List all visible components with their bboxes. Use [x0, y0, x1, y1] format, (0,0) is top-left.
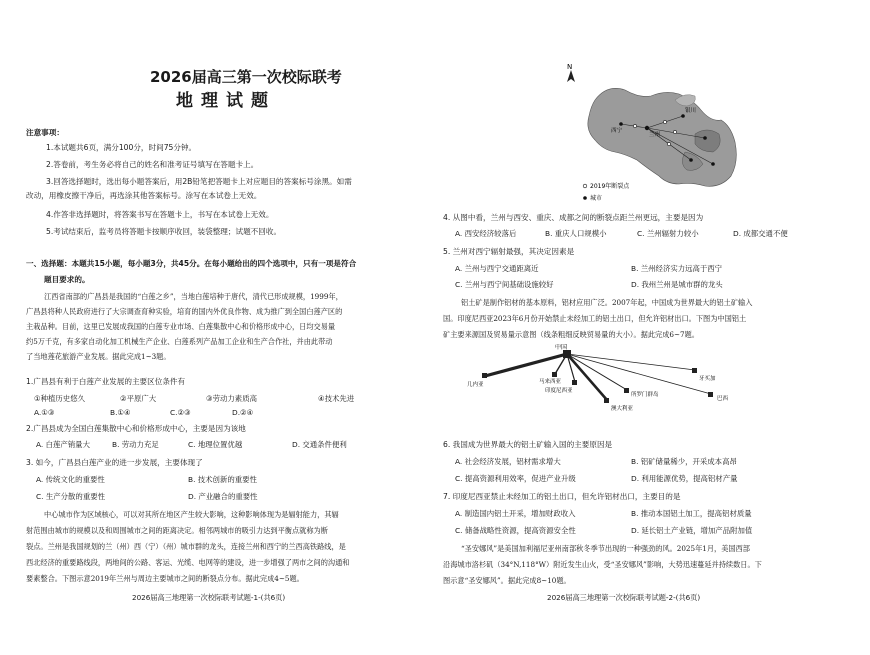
map2-label-china: 中国: [555, 344, 568, 351]
q5-option-c[interactable]: C. 兰州与西宁间基础设施较好: [455, 280, 554, 289]
legend-city: 城市: [590, 195, 603, 202]
passage4-line3: 图示意“圣安娜风”。据此完成8~10题。: [443, 576, 571, 585]
q6-option-a[interactable]: A. 社会经济发展，铝材需求增大: [455, 457, 561, 466]
passage2-line3: 裂点。兰州是我国规划的兰（州）西（宁）（州）城市群的龙头，连接兰州和西宁的兰西高铁路线，是: [26, 542, 346, 551]
passage3-line3: 矿主要来源国及贸易量示意图（线条粗细反映贸易量的大小）。据此完成6~7题。: [443, 330, 699, 339]
q7-option-b[interactable]: B. 推动本国铝土加工，提高铝材质量: [631, 509, 752, 518]
bauxite-trade-map: [455, 344, 755, 420]
q6-option-b[interactable]: B. 铝矿储量稀少，开采成本高昂: [631, 457, 737, 466]
map2-label-indonesia: 印度尼西亚: [545, 388, 573, 394]
notice-heading: 注意事项：: [26, 128, 64, 137]
q7-option-a[interactable]: A. 制造国内铝土开采，增加财政收入: [455, 509, 576, 518]
q2-stem: 2.广昌县成为全国白莲集散中心和价格形成中心，主要是因为该地: [26, 424, 246, 433]
q6-stem: 6. 我国成为世界最大的铝土矿输入国的主要原因是: [443, 440, 613, 449]
map2-label-malaysia: 马来西亚: [539, 379, 562, 385]
map2-label-solomon: 所罗门群岛: [631, 392, 659, 398]
map1-legend: [583, 182, 630, 202]
passage3-line1: 铝土矿是制作铝材的基本原料，铝材应用广泛。2007年起，中国成为世界最大的铝土矿输入: [461, 298, 753, 307]
q4-stem: 4. 从图中看，兰州与西安、重庆、成都之间的断裂点距兰州更远，主要是因为: [443, 213, 704, 222]
q1-item-2: ②平原广大: [120, 394, 157, 403]
left-footer: 2026届高三地理第一次校际联考试题-1-(共6页): [132, 593, 286, 602]
passage4-line1: “圣安娜风”是美国加利福尼亚州南部秋冬季节出现的一种强劲的风。2025年1月，美国西部: [461, 544, 750, 553]
breakpoint-map: [555, 60, 765, 210]
map1-label-xining: 西宁: [611, 128, 623, 134]
q2-option-d[interactable]: D. 交通条件便利: [292, 440, 347, 449]
q4-option-a[interactable]: A. 西安经济较落后: [455, 229, 517, 238]
right-footer: 2026届高三地理第一次校际联考试题-2-(共6页): [547, 593, 701, 602]
passage3-line2: 国。印度尼西亚2023年6月份开始禁止未经加工的铝土出口，但允许铝材出口。下图为中国铝土: [443, 314, 747, 323]
q4-option-d[interactable]: D. 成都交通不便: [733, 229, 788, 238]
q5-option-d[interactable]: D. 我州兰州是城市群的龙头: [631, 280, 723, 289]
north-arrow-icon: [567, 63, 575, 82]
q4-option-c[interactable]: C. 兰州辐射力较小: [637, 229, 699, 238]
notice-2: 2.答卷前，考生务必将自己的姓名和准考证号填写在答题卡上。: [46, 160, 259, 169]
notice-3b: 改动，用橡皮擦干净后，再选涂其他答案标号。涂写在本试卷上无效。: [26, 191, 262, 200]
q2-option-b[interactable]: B. 劳动力充足: [112, 440, 159, 449]
q1-option-d[interactable]: D.②④: [232, 408, 254, 417]
passage2-line4: 西北经济的重要路线段，两地间的公路、客运、光缆、电网等的建设，进一步增强了两市之间的沟通和: [26, 558, 350, 567]
q7-option-c[interactable]: C. 储备战略性资源，提高资源安全性: [455, 526, 576, 535]
q5-option-b[interactable]: B. 兰州经济实力远高于西宁: [631, 264, 723, 273]
map1-label-yinchuan: 银川: [685, 108, 697, 114]
q4-option-b[interactable]: B. 重庆人口规模小: [545, 229, 607, 238]
passage1-line2: 广昌县将种人民政府进行了大宗调查育种实验，培育的国内外优良作物、成为推广到全国白莲产区的: [26, 307, 343, 316]
trade-line-jamaica: [567, 354, 695, 370]
q1-option-b[interactable]: B.①④: [110, 408, 131, 417]
q1-option-c[interactable]: C.②③: [170, 408, 191, 417]
q3-option-c[interactable]: C. 生产分散的重要性: [36, 492, 105, 501]
q6-option-c[interactable]: C. 提高资源利用效率，促进产业升级: [455, 474, 576, 483]
q3-stem: 3. 如今，广昌县白莲产业的进一步发展，主要体现了: [26, 458, 203, 467]
passage2-line5: 要素整合。下图示意2019年兰州与周边主要城市之间的断裂点分布。据此完成4~5题。: [26, 574, 304, 583]
notice-5: 5.考试结束后，监考员将答题卡按顺序收回，装袋整理；试题不回收。: [46, 227, 282, 236]
map2-label-guinea: 几内亚: [467, 382, 484, 388]
section-heading-cont: 题目要求的。: [44, 275, 90, 284]
north-label: N: [567, 63, 573, 71]
q3-option-b[interactable]: B. 技术创新的重要性: [188, 475, 257, 484]
map2-label-jamaica: 牙买加: [699, 376, 716, 382]
legend-breakpoint: 2019年断裂点: [590, 183, 630, 190]
passage1-line5: 了当地莲花旅游产业发展。据此完成1~3题。: [26, 352, 171, 361]
section-heading: 一、选择题：本题共15小题，每小题3分，共45分。在每小题给出的四个选项中，只有一项是符合: [26, 259, 357, 268]
passage1-line4: 约5万千克，有多家自动化加工机械生产企业、白莲系列产品加工企业和生产合作社，并由此带动: [26, 337, 333, 346]
notice-4: 4.作答非选择题时，将答案书写在答题卡上，书写在本试卷上无效。: [46, 210, 274, 219]
q6-option-d[interactable]: D. 利用能源优势，提高铝材产量: [631, 474, 738, 483]
exam-title: 2026届高三第一次校际联考: [150, 68, 342, 86]
passage1-line1: 江西省南部的广昌县是我国的“白莲之乡”，当地白莲培种于唐代，清代已形成规模，1999年，: [44, 292, 343, 301]
map2-label-brazil: 巴西: [717, 396, 729, 402]
q2-option-c[interactable]: C. 地理位置优越: [188, 440, 243, 449]
notice-1: 1.本试题共6页，满分100分，时间75分钟。: [46, 143, 197, 152]
passage1-line3: 主栽品种。目前，这里已发展成我国的白莲专业市场、白莲集散中心和价格形成中心，日均交易量: [26, 322, 336, 331]
trade-line-brazil: [567, 354, 711, 394]
passage4-line2: 沿海城市洛杉矶（34°N,118°W）附近发生山火，受“圣安娜风”影响，大势迅速蔓延并持续数日。下: [443, 560, 762, 569]
q1-item-1: ①种植历史悠久: [34, 394, 85, 403]
q1-option-a[interactable]: A.①③: [34, 408, 55, 417]
notice-3a: 3.回答选择题时，选出每小题答案后，用2B铅笔把答题卡上对应题目的答案标号涂黑。如需: [46, 177, 352, 186]
map1-label-lanzhou: 兰州: [649, 132, 661, 138]
q1-item-4: ④技术先进: [318, 394, 355, 403]
q5-option-a[interactable]: A. 兰州与西宁交通距离近: [455, 264, 539, 273]
q5-stem: 5. 兰州对西宁辐射最强，其决定因素是: [443, 247, 575, 256]
right-page: [435, 0, 870, 655]
q3-option-a[interactable]: A. 传统文化的重要性: [36, 475, 105, 484]
q1-item-3: ③劳动力素质高: [206, 394, 257, 403]
q7-stem: 7. 印度尼西亚禁止未经加工的铝土出口，但允许铝材出口，主要目的是: [443, 492, 681, 501]
q1-stem: 1.广昌县有利于白莲产业发展的主要区位条件有: [26, 377, 186, 386]
exam-subject: 地理试题: [176, 91, 276, 111]
q2-option-a[interactable]: A. 白莲产销量大: [36, 440, 90, 449]
q3-option-d[interactable]: D. 产业融合的重要性: [188, 492, 258, 501]
passage2-line2: 射范围由城市的规模以及和周围城市之间的距离决定。相邻两城市的吸引力达到平衡点就称为断: [26, 526, 328, 535]
passage2-line1: 中心城市作为区域核心，可以对其所在地区产生较大影响，这种影响体现为是辐射能力，其辐: [44, 510, 339, 519]
map2-label-australia: 澳大利亚: [611, 406, 634, 412]
q7-option-d[interactable]: D. 延长铝土产业链，增加产品附加值: [631, 526, 753, 535]
